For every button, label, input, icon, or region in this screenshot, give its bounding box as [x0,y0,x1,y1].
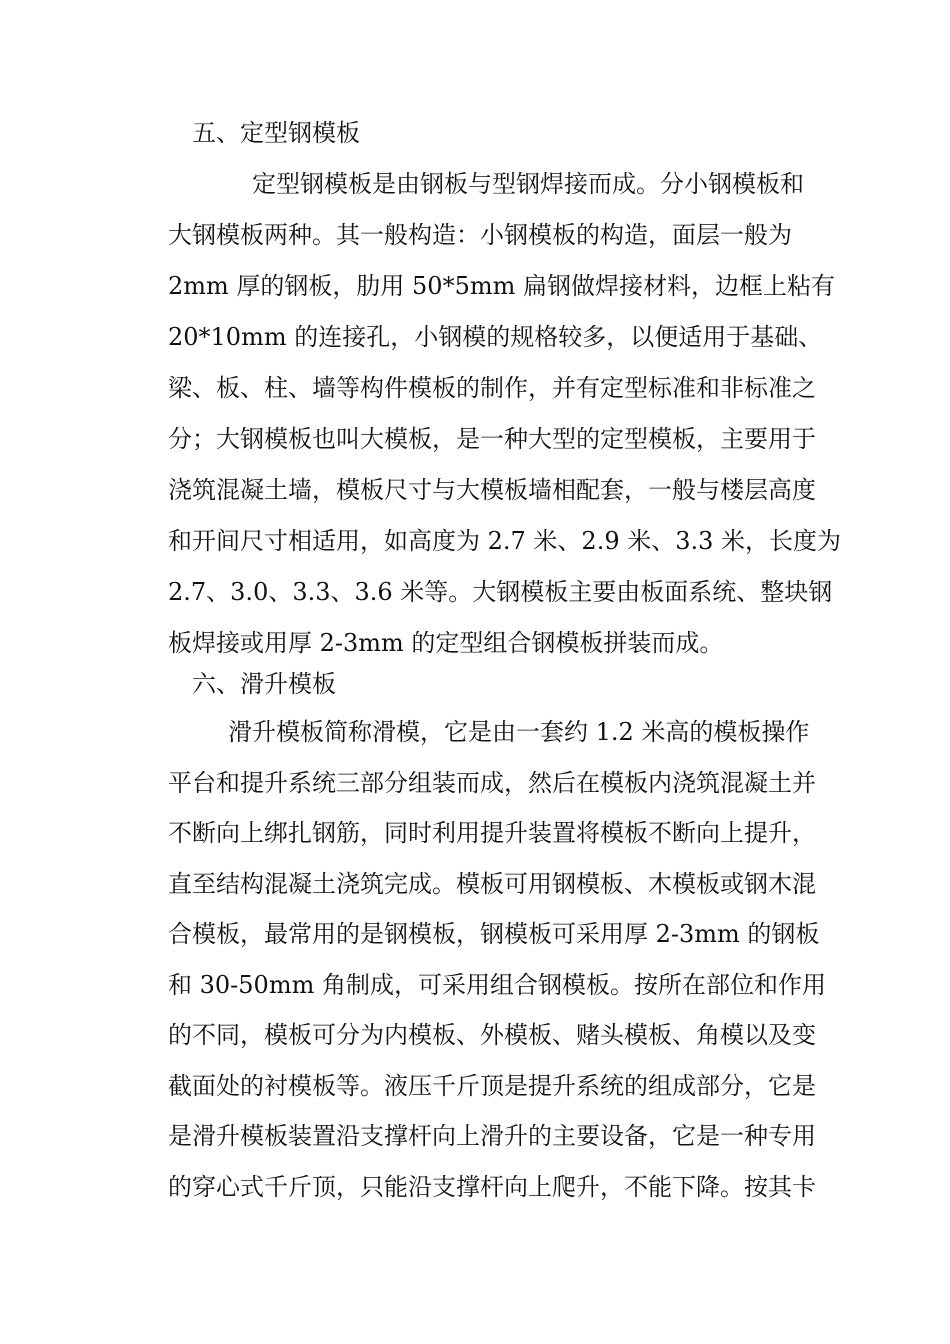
paragraph-line: 20*10mm 的连接孔，小钢模的规格较多，以便适用于基础、 [168,323,823,351]
paragraph-line: 分；大钢模板也叫大模板，是一种大型的定型模板，主要用于 [168,425,816,453]
paragraph-line: 滑升模板简称滑模，它是由一套约 1.2 米高的模板操作 [228,718,810,746]
paragraph-line: 板焊接或用厚 2-3mm 的定型组合钢模板拼装而成。 [168,629,724,657]
paragraph-line: 不断向上绑扎钢筋，同时利用提升装置将模板不断向上提升， [168,819,816,847]
section-heading-slip-formwork: 六、滑升模板 [192,670,336,698]
paragraph-line: 和 30-50mm 角制成，可采用组合钢模板。按所在部位和作用 [168,971,826,999]
paragraph-line: 梁、板、柱、墙等构件模板的制作，并有定型标准和非标准之 [168,374,816,402]
paragraph-line: 平台和提升系统三部分组装而成，然后在模板内浇筑混凝土并 [168,769,816,797]
paragraph-line: 截面处的衬模板等。液压千斤顶是提升系统的组成部分，它是 [168,1072,816,1100]
paragraph-line: 浇筑混凝土墙，模板尺寸与大模板墙相配套，一般与楼层高度 [168,476,816,504]
paragraph-line: 合模板，最常用的是钢模板，钢模板可采用厚 2-3mm 的钢板 [168,920,820,948]
paragraph-line: 2mm 厚的钢板，肋用 50*5mm 扁钢做焊接材料，边框上粘有 [168,272,835,300]
paragraph-line: 的不同，模板可分为内模板、外模板、赌头模板、角模以及变 [168,1021,816,1049]
paragraph-line: 和开间尺寸相适用，如高度为 2.7 米、2.9 米、3.3 米，长度为 [168,527,842,555]
paragraph-line: 2.7、3.0、3.3、3.6 米等。大钢模板主要由板面系统、整块钢 [168,578,833,606]
paragraph-line: 直至结构混凝土浇筑完成。模板可用钢模板、木模板或钢木混 [168,870,816,898]
paragraph-line: 的穿心式千斤顶，只能沿支撑杆向上爬升，不能下降。按其卡 [168,1173,816,1201]
paragraph-line: 是滑升模板装置沿支撑杆向上滑升的主要设备，它是一种专用 [168,1122,816,1150]
section-heading-steel-formwork: 五、定型钢模板 [192,119,360,147]
paragraph-line: 大钢模板两种。其一般构造：小钢模板的构造，面层一般为 [168,221,792,249]
paragraph-line: 定型钢模板是由钢板与型钢焊接而成。分小钢模板和 [252,170,804,198]
